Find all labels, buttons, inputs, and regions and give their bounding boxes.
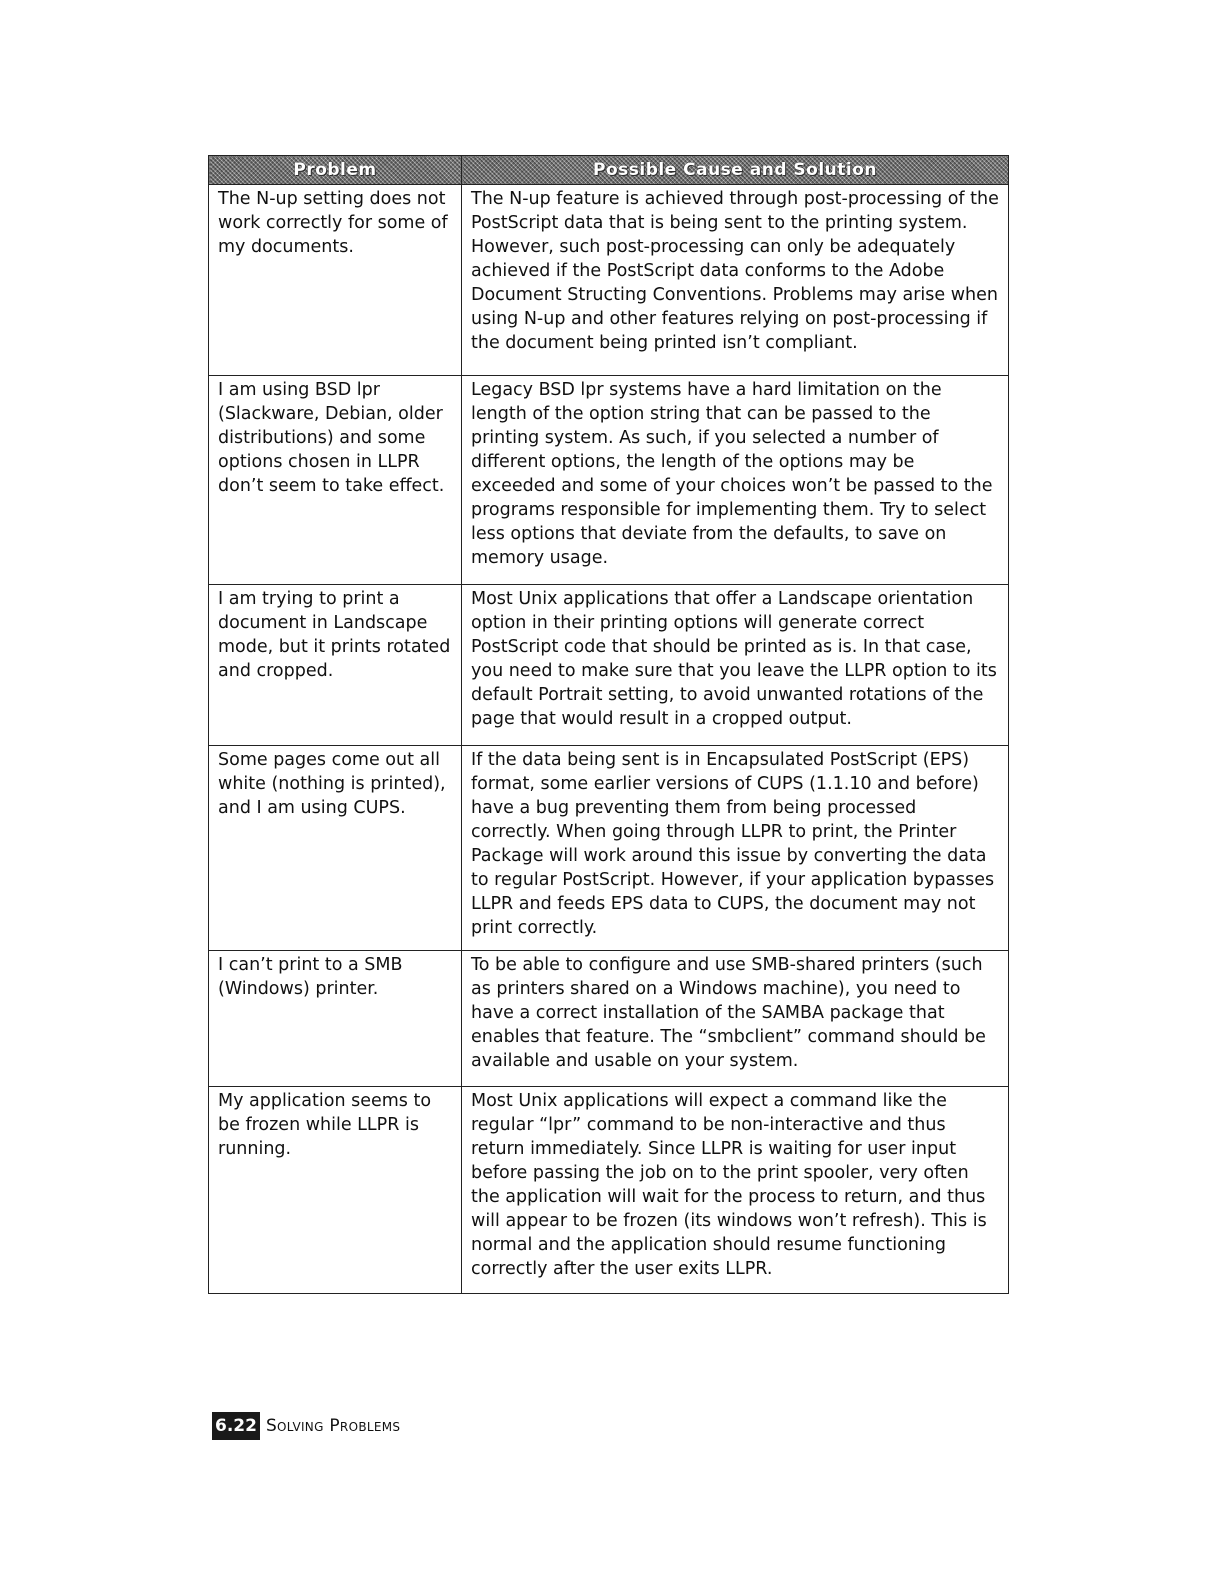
problem-column-header	[209, 156, 462, 185]
page-footer	[212, 1411, 400, 1441]
problem-cell: The N-up setting does not work correctly for some of my documents.	[209, 185, 462, 376]
page-number-badge: 6.22	[212, 1412, 260, 1440]
solution-cell: Legacy BSD lpr systems have a hard limitation on the length of the option string that can be passed to the printing system. As such, if you selected a number of different options, the length of the options may be exceeded and some of your choices won’t be passed to the programs responsible for implementing them. Try to select less options that deviate from the defaults, to save on memory usage.	[462, 376, 1009, 585]
problem-cell: Some pages come out all white (nothing is printed), and I am using CUPS.	[209, 746, 462, 951]
table-row	[209, 585, 1009, 746]
solution-column-header	[462, 156, 1009, 185]
solution-header-label: Possible Cause and Solution	[592, 160, 877, 180]
section-title: Solving Problems	[265, 1416, 401, 1436]
solution-cell: Most Unix applications will expect a command like the regular “lpr” command to be non-interactive and thus return immediately. Since LLPR is waiting for user input before passing the job on to the print spooler, very often the application will wait for the process to return, and thus will appear to be frozen (its windows won’t refresh). This is normal and the application should resume functioning correctly after the user exits LLPR.	[462, 1087, 1009, 1294]
problem-cell: I am trying to print a document in Landscape mode, but it prints rotated and cropped.	[209, 585, 462, 746]
table-header-row	[209, 156, 1009, 185]
solution-cell: To be able to configure and use SMB-shared printers (such as printers shared on a Windows machine), you need to have a correct installation of the SAMBA package that enables that feature. The “smbclient” command should be available and usable on your system.	[462, 951, 1009, 1087]
problem-header-label: Problem	[293, 160, 377, 180]
table-row	[209, 376, 1009, 585]
problem-cell: My application seems to be frozen while LLPR is running.	[209, 1087, 462, 1294]
solution-cell: If the data being sent is in Encapsulated PostScript (EPS) format, some earlier versions of CUPS (1.1.10 and before) have a bug preventing them from being processed correctly. When going through LLPR to print, the Printer Package will work around this issue by converting the data to regular PostScript. However, if your application bypasses LLPR and feeds EPS data to CUPS, the document may not print correctly.	[462, 746, 1009, 951]
problem-cell: I can’t print to a SMB (Windows) printer.	[209, 951, 462, 1087]
problem-cell: I am using BSD lpr (Slackware, Debian, older distributions) and some options chosen in LLPR don’t seem to take effect.	[209, 376, 462, 585]
solution-cell: The N-up feature is achieved through post-processing of the PostScript data that is being sent to the printing system. However, such post-processing can only be adequately achieved if the PostScript data conforms to the Adobe Document Structing Conventions. Problems may arise when using N-up and other features relying on post-processing if the document being printed isn’t compliant.	[462, 185, 1009, 376]
troubleshooting-table	[208, 155, 1009, 1294]
table-row	[209, 185, 1009, 376]
table-row	[209, 1087, 1009, 1294]
table-row	[209, 746, 1009, 951]
table-row	[209, 951, 1009, 1087]
solution-cell: Most Unix applications that offer a Landscape orientation option in their printing options will generate correct PostScript code that should be printed as is. In that case, you need to make sure that you leave the LLPR option to its default Portrait setting, to avoid unwanted rotations of the page that would result in a cropped output.	[462, 585, 1009, 746]
